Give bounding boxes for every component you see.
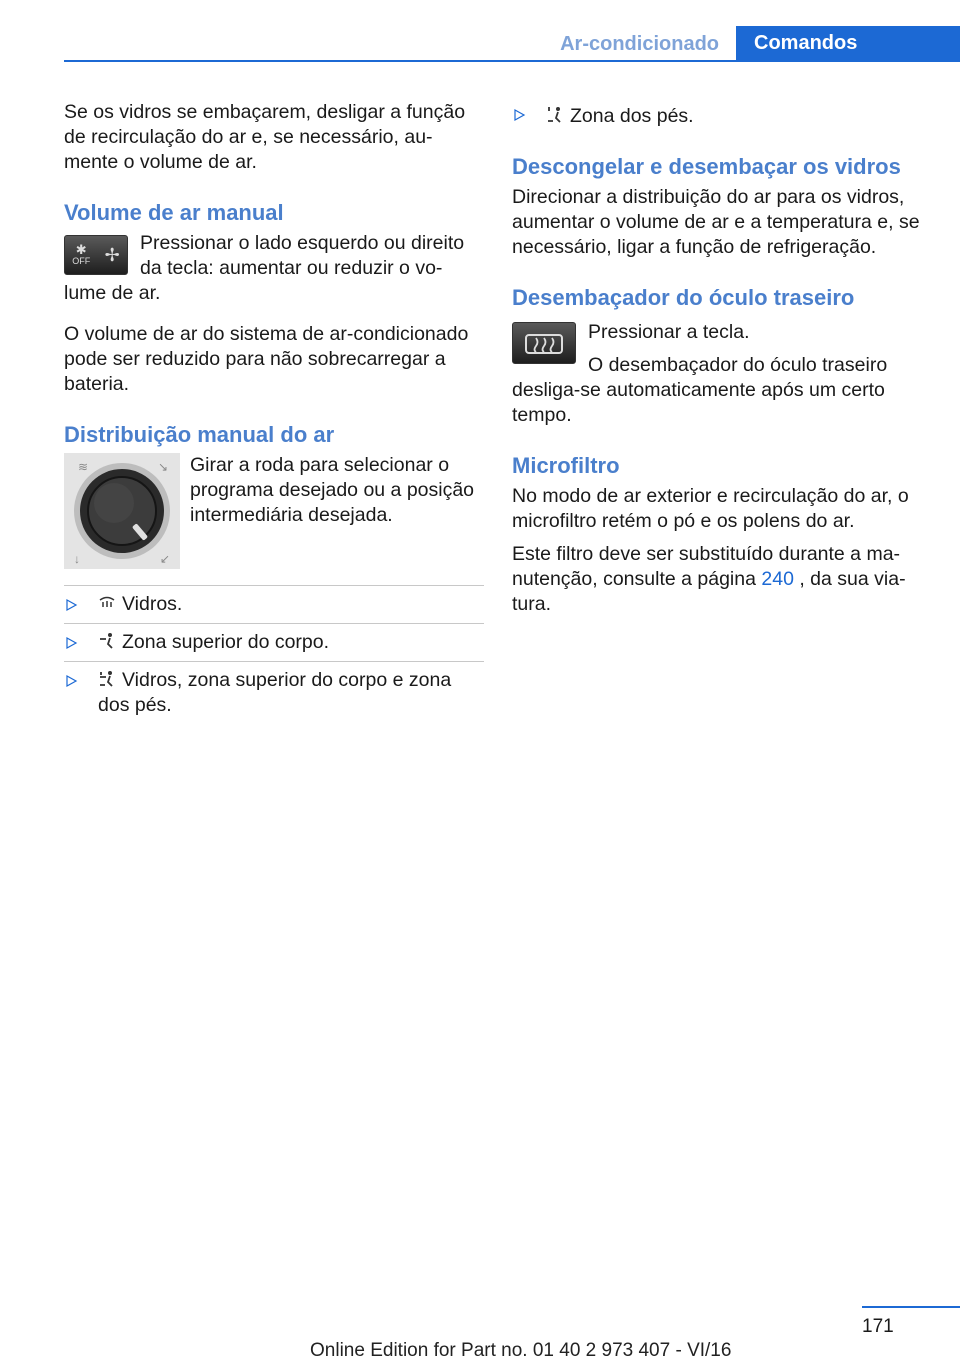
fan-off-label: OFF (72, 255, 91, 266)
option-upper-body-label: Zona superior do corpo. (122, 631, 330, 653)
intro-paragraph: Se os vidros se embaçarem, desligar a função de recirculação do ar e, se necessário, au-mente o volume de ar. (64, 101, 466, 173)
air-volume-block (64, 231, 484, 306)
header-section-title: Ar-condicionado (560, 33, 719, 55)
list-item (64, 661, 484, 724)
page-240-link[interactable]: 240 (761, 568, 794, 590)
defrost-text: Direcionar a distribuição do ar para os vidros, aumentar o volume de ar e a temperatura e, se necessário, ligar a função de refrigeração. (512, 186, 920, 258)
air-volume-battery-text: O volume de ar do sistema de ar-condicionado pode ser reduzido para não sobrecarregar a bateria. (64, 323, 469, 395)
heading-manual-distribution: Distribuição manual do ar (64, 422, 335, 447)
distribution-block (64, 453, 484, 575)
option-windows-label: Vidros. (122, 593, 183, 615)
air-volume-text: Pressionar o lado esquerdo ou direito da tecla: aumentar ou reduzir o vo-lume de ar. (64, 232, 465, 304)
microfilter-maintenance-text (512, 542, 932, 617)
heading-defrost: Descongelar e desembaçar os vidros (512, 154, 901, 179)
upper-body-airflow-icon (98, 632, 116, 650)
option-combined-label: Vidros, zona superior do corpo e zona dos pés. (98, 669, 452, 716)
left-column (64, 100, 484, 724)
air-volume-button-image (64, 235, 128, 275)
bullet-triangle-icon (64, 636, 78, 650)
svg-text:≋: ≋ (78, 460, 89, 474)
rotary-dial-icon (64, 453, 180, 569)
header-chapter-tab: Comandos (736, 26, 960, 62)
page-number: 171 (862, 1316, 894, 1337)
rear-window-heat-icon (522, 329, 566, 357)
list-item (64, 585, 484, 623)
maintenance-text-before: Este filtro deve ser substituído durante a ma-nutenção, consulte a página (512, 543, 901, 590)
fan-off-icon: ✱ OFF (72, 241, 91, 266)
rear-defogger-block (512, 320, 932, 428)
rear-defogger-press-text: Pressionar a tecla. (588, 321, 750, 343)
bullet-triangle-icon (64, 674, 78, 688)
list-item (64, 623, 484, 661)
heading-rear-defogger: Desembaçador do óculo traseiro (512, 285, 855, 310)
distribution-dial-image (64, 453, 180, 569)
microfilter-text: No modo de ar exterior e recirculação do ar, o microfiltro retém o pó e os polens do ar. (512, 485, 909, 532)
distribution-options-list-cont (512, 104, 932, 129)
footwell-airflow-icon (546, 106, 564, 124)
heading-manual-air-volume: Volume de ar manual (64, 200, 284, 225)
heading-microfilter: Microfiltro (512, 453, 620, 478)
header-rule (64, 60, 960, 62)
fan-icon: ✢ (104, 244, 120, 265)
footer-rule (862, 1306, 960, 1308)
option-footwell-label: Zona dos pés. (570, 105, 694, 127)
rear-defogger-button-image (512, 322, 576, 364)
list-item (512, 104, 932, 129)
windshield-icon (98, 594, 116, 612)
bullet-triangle-icon (64, 598, 78, 612)
svg-text:↘: ↘ (158, 460, 169, 474)
distribution-text: Girar a roda para selecionar o programa desejado ou a posição intermediária desejada. (190, 454, 475, 526)
bullet-triangle-icon (512, 108, 526, 122)
combined-airflow-icon (98, 670, 116, 688)
rear-defogger-auto-off-text: O desembaçador do óculo traseiro desliga-se automaticamente após um certo tempo. (512, 354, 888, 426)
svg-text:↓: ↓ (74, 552, 80, 566)
maintenance-text-after: , da sua via-tura. (512, 568, 906, 615)
distribution-options-list (64, 585, 484, 724)
svg-text:↙: ↙ (160, 552, 171, 566)
right-column (512, 100, 932, 617)
edition-info: Online Edition for Part no. 01 40 2 973 407 - VI/16 (310, 1340, 732, 1361)
